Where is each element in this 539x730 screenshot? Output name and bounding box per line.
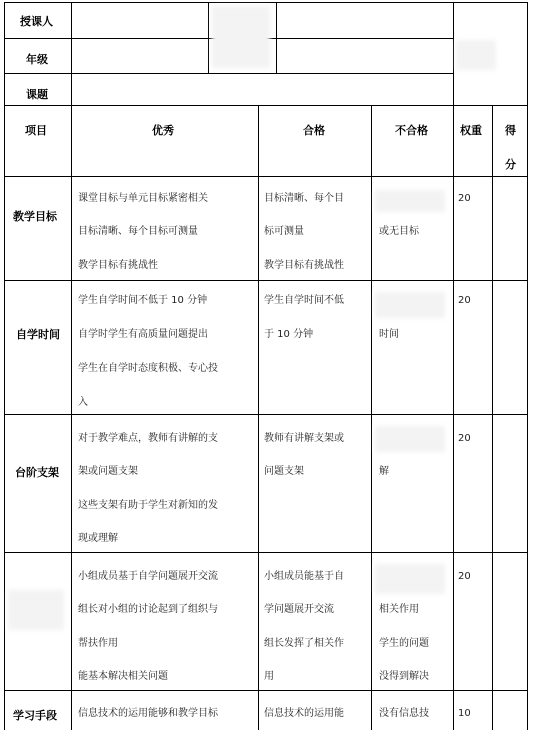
criteria-text: 课堂目标与单元目标紧密相关 — [78, 193, 208, 204]
criteria-text: 教师有讲解支架或 — [264, 433, 344, 444]
grade-label: 年级 — [26, 53, 48, 66]
criteria-text: 信息技术的运用能够和教学目标 — [78, 708, 218, 719]
criteria-text: 目标清晰、每个目标可测量 — [78, 226, 198, 237]
row-item-label: 自学时间 — [16, 328, 60, 341]
column-header-weight: 权重 — [460, 124, 482, 137]
criteria-text: 组长对小组的讨论起到了组织与 — [78, 604, 218, 615]
column-header-score: 得 — [505, 124, 516, 137]
blurred-patch — [375, 564, 445, 594]
grid-line — [258, 105, 259, 730]
grid-line — [527, 2, 528, 730]
criteria-text: 学生自学时间不低于 10 分钟 — [78, 295, 208, 306]
grid-line — [4, 105, 528, 106]
grid-line — [208, 2, 209, 73]
criteria-text: 小组成员基于自学问题展开交流 — [78, 571, 218, 582]
criteria-text: 学生的问题 — [379, 638, 429, 649]
weight-value: 10 — [458, 708, 471, 719]
column-header-excellent: 优秀 — [152, 124, 174, 137]
criteria-text: 入 — [78, 397, 88, 408]
row-item-label: 学习手段 — [13, 709, 57, 722]
grid-line — [276, 2, 277, 73]
column-header-item: 项目 — [25, 124, 47, 137]
blurred-patch — [375, 190, 445, 212]
column-header-score: 分 — [505, 158, 516, 171]
grid-line — [4, 690, 528, 691]
criteria-text: 解 — [379, 466, 389, 477]
criteria-text: 教学目标有挑战性 — [78, 260, 158, 271]
criteria-text: 学问题展开交流 — [264, 604, 334, 615]
criteria-text: 时间 — [379, 329, 399, 340]
criteria-text: 教学目标有挑战性 — [264, 260, 344, 271]
criteria-text: 信息技术的运用能 — [264, 708, 344, 719]
topic-label: 课题 — [26, 88, 48, 101]
criteria-text: 架或问题支架 — [78, 466, 138, 477]
criteria-text: 这些支架有助于学生对新知的发 — [78, 500, 218, 511]
grid-line — [4, 552, 528, 553]
criteria-text: 帮扶作用 — [78, 638, 118, 649]
weight-value: 20 — [458, 295, 471, 306]
blurred-patch — [212, 6, 270, 68]
criteria-text: 学生自学时间不低 — [264, 295, 344, 306]
weight-value: 20 — [458, 193, 471, 204]
criteria-text: 对于教学难点，教师有讲解的支 — [78, 433, 218, 444]
blurred-patch — [375, 292, 445, 318]
grid-line — [4, 2, 528, 3]
grid-line — [453, 2, 454, 730]
criteria-text: 没有信息技 — [379, 708, 429, 719]
criteria-text: 相关作用 — [379, 604, 419, 615]
criteria-text: 用 — [264, 671, 274, 682]
grid-line — [4, 414, 528, 415]
criteria-text: 组长发挥了相关作 — [264, 638, 344, 649]
criteria-text: 能基本解决相关问题 — [78, 671, 168, 682]
criteria-text: 没得到解决 — [379, 671, 429, 682]
blurred-patch — [456, 40, 496, 70]
grid-line — [4, 280, 528, 281]
blurred-patch — [8, 590, 64, 630]
column-header-fail: 不合格 — [395, 124, 428, 137]
criteria-text: 问题支架 — [264, 466, 304, 477]
teacher-label: 授课人 — [20, 15, 53, 28]
grid-line — [4, 176, 528, 177]
grid-line — [492, 105, 493, 730]
criteria-text: 自学时学生有高质量问题提出 — [78, 329, 208, 340]
criteria-text: 目标清晰、每个目 — [264, 193, 344, 204]
criteria-text: 小组成员能基于自 — [264, 571, 344, 582]
criteria-text: 现或理解 — [78, 533, 118, 544]
criteria-text: 或无目标 — [379, 226, 419, 237]
criteria-text: 标可测量 — [264, 226, 304, 237]
row-item-label: 台阶支架 — [15, 466, 59, 479]
grid-line — [4, 2, 5, 730]
criteria-text: 于 10 分钟 — [264, 329, 314, 340]
row-item-label: 教学目标 — [13, 210, 57, 223]
weight-value: 20 — [458, 571, 471, 582]
criteria-text: 学生在自学时态度积极、专心投 — [78, 363, 218, 374]
column-header-pass: 合格 — [303, 124, 325, 137]
grid-line — [71, 2, 72, 730]
grid-line — [371, 105, 372, 730]
weight-value: 20 — [458, 433, 471, 444]
blurred-patch — [375, 426, 445, 452]
